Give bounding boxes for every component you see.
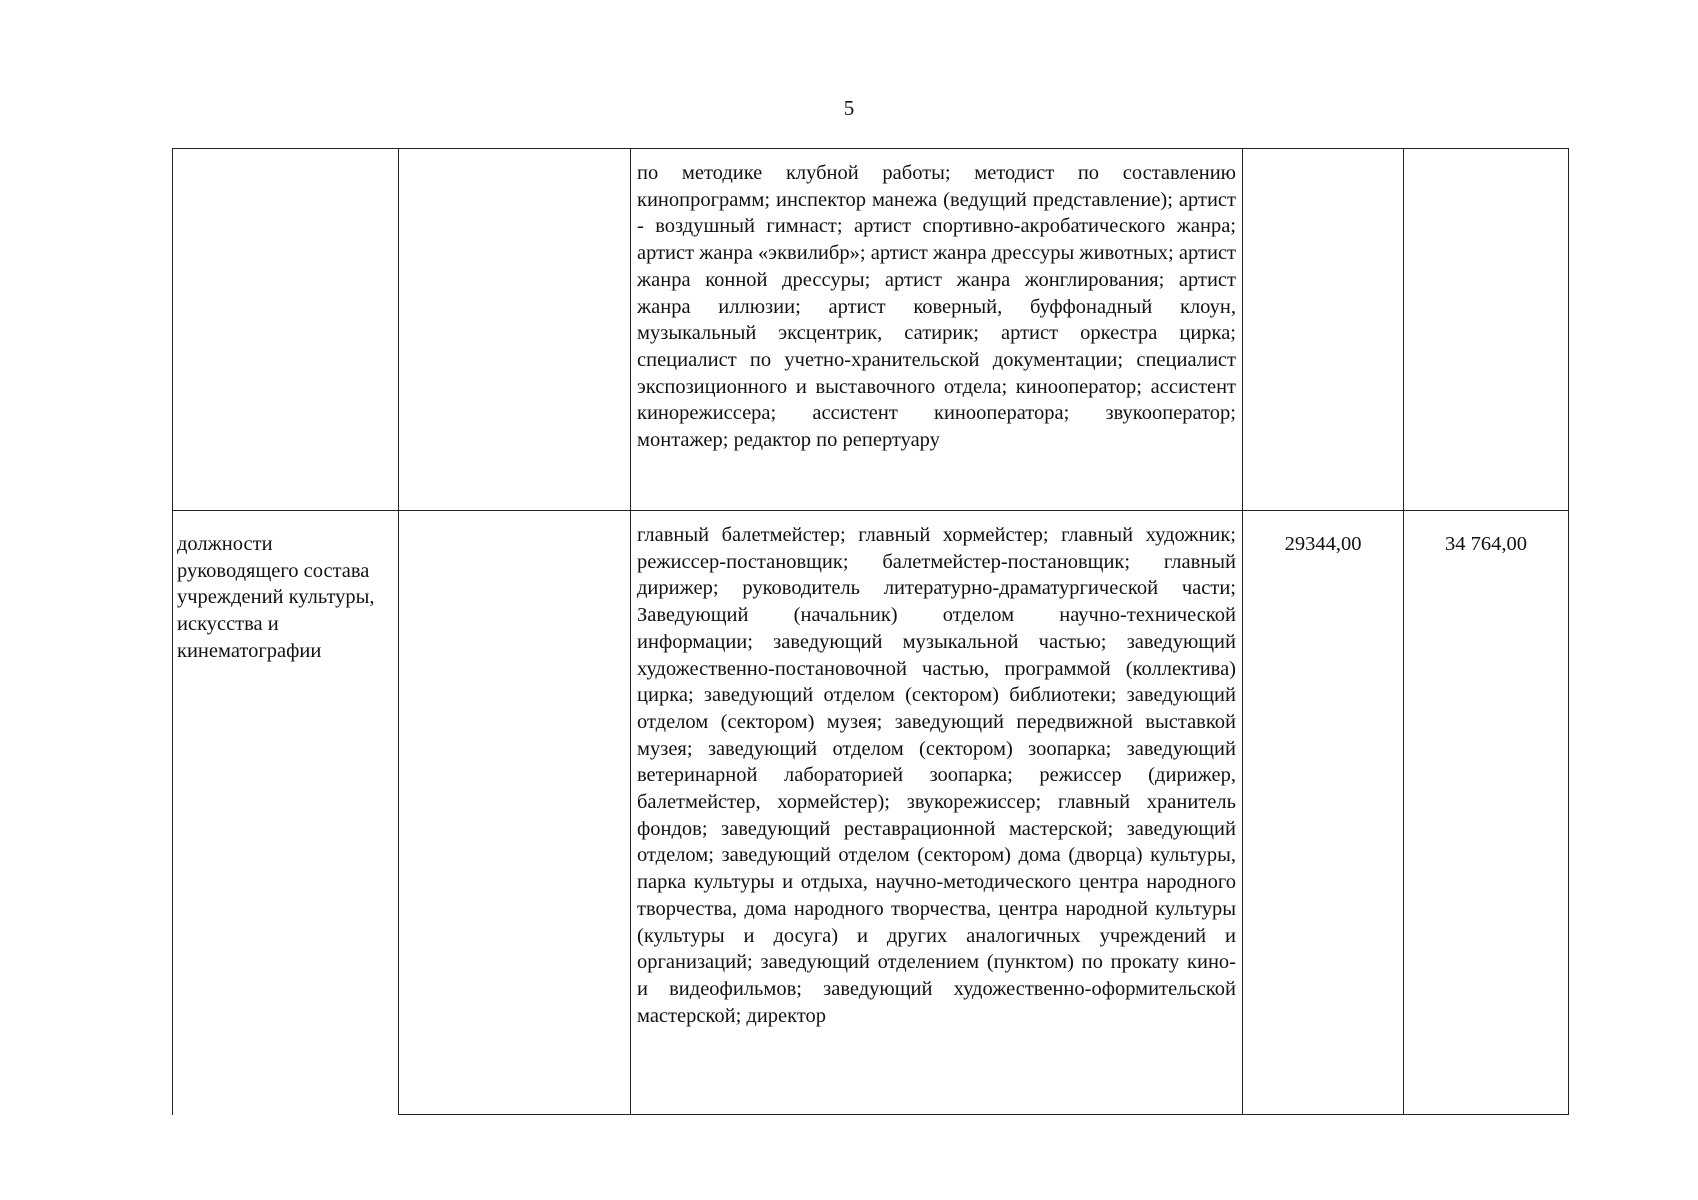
category-text	[173, 149, 398, 169]
table-cell-positions	[631, 511, 1243, 1115]
col2-text	[399, 511, 630, 522]
value-1-text	[1243, 149, 1403, 169]
table-cell-value-2	[1404, 149, 1569, 511]
table-cell-value-1	[1243, 511, 1404, 1115]
table-row	[173, 149, 1569, 511]
col2-text	[399, 149, 630, 160]
table-cell-category	[173, 511, 399, 1115]
table-cell-value-1	[1243, 149, 1404, 511]
positions-table	[172, 148, 1569, 1115]
table-row	[173, 511, 1569, 1115]
value-2-text: 34 764,00	[1445, 533, 1527, 555]
table-cell-blank	[399, 149, 631, 511]
value-1-text: 29344,00	[1284, 533, 1362, 555]
table-cell-blank	[399, 511, 631, 1115]
positions-text: по методике клубной работы; методист по составлению кинопрограмм; инспектор манежа (ведущий представление); артист - воздушный гимнаст; артист спортивно-акробатического жанра; артист жанра «эквилибр»; артист жанра дрессуры животных; артист жанра конной дрессуры; артист жанра жонглирования; артист жанра иллюзии; артист коверный, буффонадный клоун, музыкальный эксцентрик, сатирик; артист оркестра цирка; специалист по учетно-хранительской документации; специалист экспозиционного и выставочного отдела; кинооператор; ассистент кинорежиссера; ассистент кинооператора; звукооператор; монтажер; редактор по репертуару	[637, 162, 1236, 452]
table-cell-value-2	[1404, 511, 1569, 1115]
page-number: 5	[843, 96, 855, 120]
table-cell-category	[173, 149, 399, 511]
category-text: должности руководящего состава учреждений культуры, искусства и кинематографии	[177, 533, 375, 662]
value-2-text	[1404, 149, 1568, 169]
table-cell-positions	[631, 149, 1243, 511]
positions-text: главный балетмейстер; главный хормейстер; главный художник; режиссер-постановщик; балетмейстер-постановщик; главный дирижер; руководитель литературно-драматургической части; Заведующий (начальник) отделом научно-технической информации; заведующий музыкальной частью; заведующий художественно-постановочной частью, программой (коллектива) цирка; заведующий отделом (сектором) библиотеки; заведующий отделом (сектором) музея; заведующий передвижной выставкой музея; заведующий отделом (сектором) зоопарка; заведующий ветеринарной лабораторией зоопарка; режиссер (дирижер, балетмейстер, хормейстер); звукорежиссер; главный хранитель фондов; заведующий реставрационной мастерской; заведующий отделом; заведующий отделом (сектором) дома (дворца) культуры, парка культуры и отдыха, научно-методического центра народного творчества, дома народного творчества, центра народной культуры (культуры и досуга) и других аналогичных учреждений и организаций; заведующий отделением (пунктом) по прокату кино- и видеофильмов; заведующий художественно-оформительской мастерской; директор	[637, 524, 1236, 1027]
